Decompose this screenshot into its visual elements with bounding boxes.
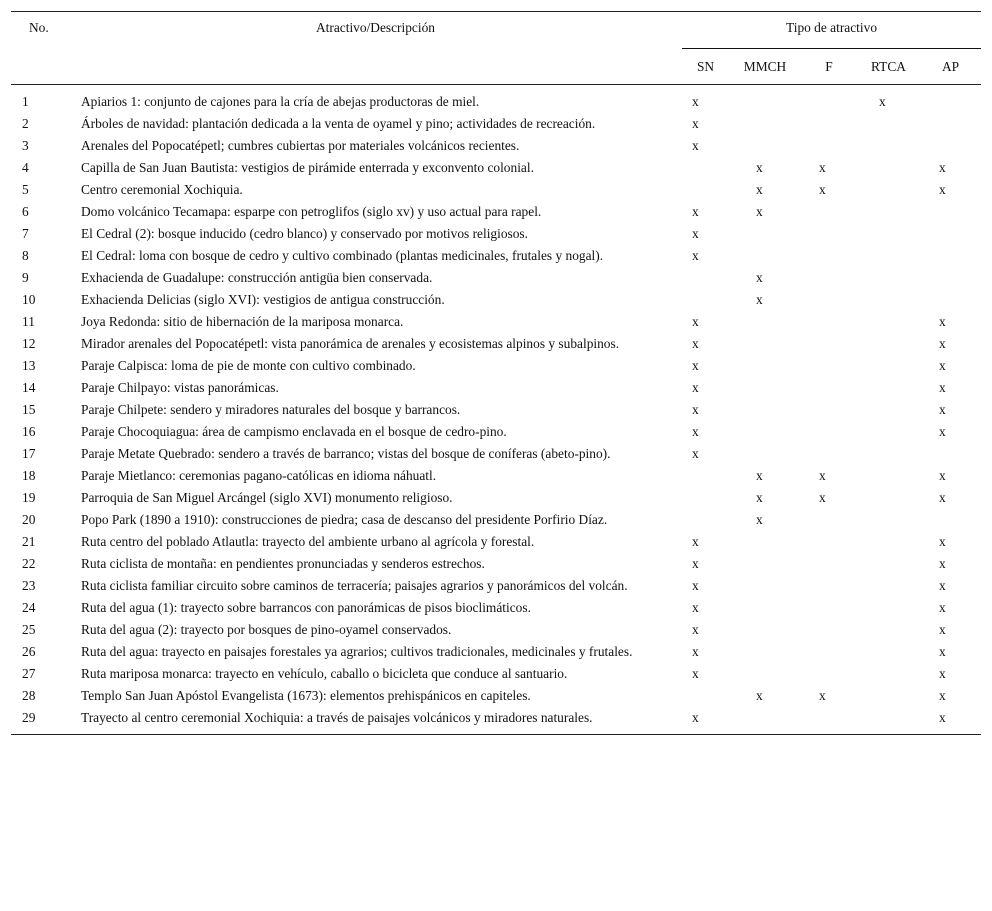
row-number: 8 [22,248,29,263]
table-row [11,553,981,575]
mark-mmch [729,597,801,619]
mark-ap [920,85,981,114]
mark-rtca [857,531,920,553]
mark-ap [920,267,981,289]
mark-mmch [729,641,801,663]
mark-f [801,355,857,377]
mark-mmch: x [756,490,763,505]
mark-rtca: x [879,94,886,109]
row-number: 21 [22,534,36,549]
mark-ap: x [939,578,946,593]
row-number: 2 [22,116,29,131]
mark-sn [682,685,729,707]
row-number: 24 [22,600,36,615]
table-row [11,509,981,531]
mark-rtca [857,663,920,685]
mark-ap: x [939,688,946,703]
row-description: Templo San Juan Apóstol Evangelista (1673): elementos prehispánicos en capiteles. [81,688,531,703]
mark-rtca [857,399,920,421]
mark-rtca [857,377,920,399]
row-number: 23 [22,578,36,593]
table-row [11,267,981,289]
header-type-rtca: RTCA [857,49,920,85]
mark-ap: x [939,160,946,175]
table-row [11,641,981,663]
row-number: 14 [22,380,36,395]
mark-mmch [729,333,801,355]
mark-sn [682,289,729,311]
mark-f: x [819,182,826,197]
table-body [11,85,981,735]
mark-mmch [729,553,801,575]
row-number: 3 [22,138,29,153]
mark-ap: x [939,336,946,351]
table-row [11,619,981,641]
mark-f [801,553,857,575]
header-type-f: F [801,49,857,85]
mark-mmch [729,113,801,135]
mark-ap: x [939,424,946,439]
mark-ap: x [939,468,946,483]
row-description: Ruta ciclista familiar circuito sobre caminos de terracería; paisajes agrarios y panorámicos del volcán. [81,578,628,593]
mark-ap: x [939,556,946,571]
mark-f [801,509,857,531]
mark-sn: x [692,226,699,241]
table-row [11,421,981,443]
mark-mmch [729,311,801,333]
table-row [11,311,981,333]
mark-f [801,289,857,311]
mark-f [801,223,857,245]
table-row [11,531,981,553]
mark-rtca [857,311,920,333]
table-row [11,487,981,509]
mark-mmch [729,421,801,443]
mark-f [801,201,857,223]
table-row [11,685,981,707]
row-description: Paraje Calpisca: loma de pie de monte con cultivo combinado. [81,358,416,373]
table-row [11,465,981,487]
mark-mmch: x [756,688,763,703]
mark-ap [920,245,981,267]
row-description: Árboles de navidad: plantación dedicada a la venta de oyamel y pino; actividades de recreación. [81,116,596,131]
table-row [11,355,981,377]
row-description: Trayecto al centro ceremonial Xochiquia: a través de paisajes volcánicos y miradores naturales. [69,707,682,735]
row-number: 5 [22,182,29,197]
mark-mmch [729,575,801,597]
row-description: Centro ceremonial Xochiquia. [81,182,243,197]
header-description: Atractivo/Descripción [69,12,682,85]
mark-sn [682,267,729,289]
header-type-group: Tipo de atractivo [682,12,981,49]
mark-f [801,443,857,465]
mark-sn: x [692,446,699,461]
mark-rtca [857,223,920,245]
mark-rtca [857,421,920,443]
table-row [11,113,981,135]
header-type-mmch: MMCH [729,49,801,85]
mark-f [801,399,857,421]
mark-ap: x [939,314,946,329]
mark-rtca [857,553,920,575]
table-row [11,399,981,421]
mark-ap: x [939,644,946,659]
row-number: 20 [22,512,36,527]
mark-sn: x [692,336,699,351]
mark-f [801,113,857,135]
mark-ap [920,113,981,135]
mark-f [801,421,857,443]
mark-ap: x [939,534,946,549]
mark-rtca [857,619,920,641]
row-description: Parroquia de San Miguel Arcángel (siglo XVI) monumento religioso. [81,490,453,505]
row-description: Arenales del Popocatépetl; cumbres cubiertas por materiales volcánicos recientes. [81,138,520,153]
mark-mmch: x [756,468,763,483]
mark-rtca [857,135,920,157]
mark-f [801,267,857,289]
mark-f [801,311,857,333]
row-description: Paraje Chocoquiagua: área de campismo enclavada en el bosque de cedro-pino. [81,424,507,439]
table-row [11,201,981,223]
row-number: 22 [22,556,36,571]
row-description: Popo Park (1890 a 1910): construcciones de piedra; casa de descanso del presidente Porfirio Díaz. [81,512,608,527]
mark-rtca [857,201,920,223]
row-description: Paraje Metate Quebrado: sendero a través de barranco; vistas del bosque de coníferas (abeto-pino). [81,446,611,461]
mark-rtca [857,289,920,311]
row-number: 27 [22,666,36,681]
mark-sn: x [692,116,699,131]
row-description: Paraje Mietlanco: ceremonias pagano-católicas en idioma náhuatl. [81,468,437,483]
row-description: Capilla de San Juan Bautista: vestigios de pirámide enterrada y exconvento colonial. [81,160,534,175]
mark-mmch [729,245,801,267]
mark-rtca [857,113,920,135]
mark-f [801,531,857,553]
mark-f [801,707,857,735]
row-description: Exhacienda Delicias (siglo XVI): vestigios de antigua construcción. [81,292,445,307]
mark-sn: x [682,707,729,735]
mark-sn [682,179,729,201]
mark-rtca [857,179,920,201]
mark-sn: x [692,204,699,219]
row-description: Paraje Chilpayo: vistas panorámicas. [81,380,279,395]
mark-ap [920,135,981,157]
mark-f [801,245,857,267]
mark-mmch [729,619,801,641]
mark-f [801,663,857,685]
mark-mmch: x [756,292,763,307]
mark-f [801,597,857,619]
mark-f: x [819,468,826,483]
row-number: 4 [22,160,29,175]
mark-sn: x [692,556,699,571]
mark-mmch [729,355,801,377]
row-number: 16 [22,424,36,439]
mark-rtca [857,641,920,663]
table-row [11,179,981,201]
mark-mmch [729,377,801,399]
row-number: 12 [22,336,36,351]
mark-sn: x [692,94,699,109]
mark-sn [682,487,729,509]
table-row [11,663,981,685]
row-description: Ruta mariposa monarca: trayecto en vehículo, caballo o bicicleta que conduce al santuario. [81,666,568,681]
mark-f [801,575,857,597]
mark-f [801,619,857,641]
table-row [11,443,981,465]
mark-f [801,377,857,399]
row-description: Ruta del agua (1): trayecto sobre barrancos con panorámicas de pisos bioclimáticos. [81,600,531,615]
row-number: 28 [22,688,36,703]
table-header [11,12,981,85]
row-description: Apiarios 1: conjunto de cajones para la cría de abejas productoras de miel. [81,94,480,109]
row-number: 13 [22,358,36,373]
mark-mmch: x [756,512,763,527]
mark-ap: x [939,182,946,197]
mark-ap [920,223,981,245]
row-description: Exhacienda de Guadalupe: construcción antigüa bien conservada. [81,270,433,285]
mark-sn: x [692,314,699,329]
row-number: 11 [22,314,35,329]
row-description: Domo volcánico Tecamapa: esparpe con petroglifos (siglo xv) y uso actual para rapel. [81,204,542,219]
mark-mmch: x [756,270,763,285]
mark-ap: x [939,402,946,417]
mark-rtca [857,355,920,377]
mark-mmch [729,399,801,421]
row-description: Ruta del agua (2): trayecto por bosques de pino-oyamel conservados. [81,622,452,637]
row-number: 9 [22,270,29,285]
mark-sn: x [692,578,699,593]
mark-mmch [729,663,801,685]
table-row [11,157,981,179]
table-row [11,245,981,267]
header-type-sn: SN [682,49,729,85]
header-no: No. [11,12,69,85]
mark-mmch: x [756,182,763,197]
mark-sn [682,157,729,179]
mark-sn: x [692,248,699,263]
row-description: Ruta centro del poblado Atlautla: trayecto del ambiente urbano al agrícola y forestal. [81,534,535,549]
mark-sn [682,509,729,531]
mark-f: x [819,490,826,505]
row-number: 1 [22,94,29,109]
mark-ap: x [939,490,946,505]
mark-f: x [819,160,826,175]
mark-rtca [857,707,920,735]
mark-ap: x [939,622,946,637]
row-number: 7 [22,226,29,241]
mark-rtca [857,685,920,707]
mark-mmch [729,443,801,465]
row-description: Paraje Chilpete: sendero y miradores naturales del bosque y barrancos. [81,402,461,417]
mark-sn: x [692,644,699,659]
mark-ap: x [939,666,946,681]
mark-rtca [857,333,920,355]
mark-sn: x [692,424,699,439]
table-row [11,377,981,399]
row-number: 25 [22,622,36,637]
mark-sn: x [692,138,699,153]
row-description: Ruta ciclista de montaña: en pendientes pronunciadas y senderos estrechos. [81,556,485,571]
mark-rtca [857,443,920,465]
table-row [11,707,981,735]
table-row [11,85,981,114]
mark-mmch [729,223,801,245]
mark-rtca [857,245,920,267]
mark-f [801,641,857,663]
table-row [11,333,981,355]
mark-mmch [729,135,801,157]
mark-rtca [857,487,920,509]
mark-rtca [857,157,920,179]
mark-sn: x [692,402,699,417]
row-description: El Cedral: loma con bosque de cedro y cultivo combinado (plantas medicinales, frutales y nogal). [81,248,604,263]
table-row [11,135,981,157]
row-number: 26 [22,644,36,659]
mark-sn: x [692,666,699,681]
table-row [11,289,981,311]
mark-ap [920,509,981,531]
row-number: 17 [22,446,36,461]
row-number: 18 [22,468,36,483]
row-description: Ruta del agua: trayecto en paisajes forestales ya agrarios; cultivos tradicionales, medicinales y frutales. [81,644,633,659]
mark-ap [920,201,981,223]
mark-ap [920,443,981,465]
mark-sn: x [692,358,699,373]
mark-sn: x [692,600,699,615]
header-type-ap: AP [920,49,981,85]
table-row [11,223,981,245]
mark-f [801,85,857,114]
row-number: 29 [11,707,69,735]
mark-ap: x [939,358,946,373]
mark-f [801,333,857,355]
table-row [11,575,981,597]
row-description: Joya Redonda: sitio de hibernación de la mariposa monarca. [81,314,404,329]
row-description: El Cedral (2): bosque inducido (cedro blanco) y conservado por motivos religiosos. [81,226,528,241]
mark-rtca [857,509,920,531]
mark-rtca [857,575,920,597]
mark-rtca [857,465,920,487]
table-row [11,597,981,619]
attractions-table [11,11,981,735]
mark-ap: x [939,600,946,615]
mark-mmch [729,707,801,735]
row-number: 19 [22,490,36,505]
mark-ap [920,289,981,311]
mark-rtca [857,597,920,619]
mark-mmch: x [756,160,763,175]
mark-mmch: x [756,204,763,219]
mark-ap: x [939,380,946,395]
row-number: 6 [22,204,29,219]
mark-f [801,135,857,157]
mark-sn: x [692,380,699,395]
row-number: 10 [22,292,36,307]
mark-sn [682,465,729,487]
row-number: 15 [22,402,36,417]
mark-sn: x [692,534,699,549]
mark-mmch [729,85,801,114]
mark-sn: x [692,622,699,637]
row-description: Mirador arenales del Popocatépetl: vista panorámica de arenales y ecosistemas alpinos y subalpinos. [81,336,620,351]
mark-rtca [857,267,920,289]
mark-ap: x [920,707,981,735]
mark-mmch [729,531,801,553]
mark-f: x [819,688,826,703]
